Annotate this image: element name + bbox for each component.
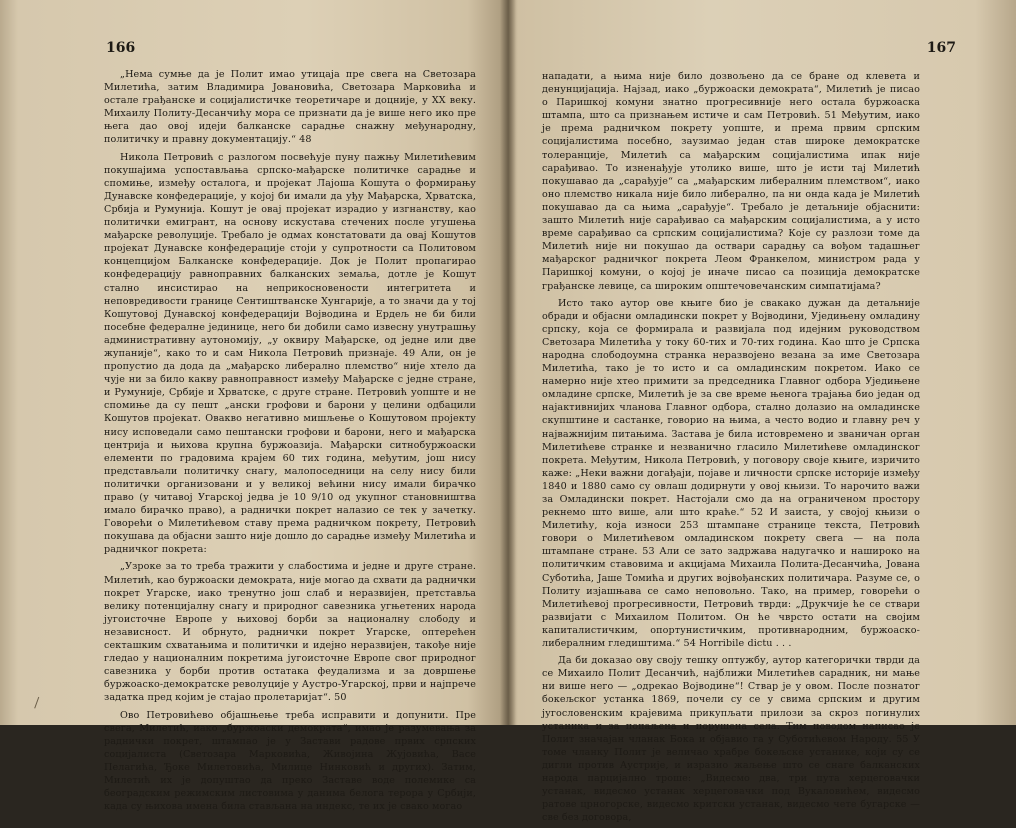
paragraph: „Нема сумње да је Полит имао утицаја пре свега на Светозара Милетића, затим Владимира Јовановића, Светозара Марковића и остале грађанске и социјалистичке теоретичаре и доцније, у XX веку. Михаилу Политу-Десанчићу мора се признати да је више него ико пре њега дао овој идеји балканске сарадње снажну међународну, политичку и правну документацију.“ 48	[104, 69, 476, 146]
right-page	[508, 0, 1016, 824]
book-gutter	[500, 0, 516, 725]
right-text-block	[542, 70, 920, 828]
paragraph: Ово Петровићево објашњење треба исправити и допунити. Пре свега, Милетић, иако „буржоаски демократа“, имао је разумевања за раднички покрет, штампао је у Застави радове првих српских социјалиста (Светозара Марковића, Живојина Жујовића, Васе Пелагића, Ђоке Милетовића, Милице Нинковић и других). Затим, Милетић их је допуштао да преко Заставе воде полемике са београдским режимским листовима у данима белога терора у Србији, када су њихова имена била стављана на индекс, те их је свако могао	[104, 709, 476, 813]
page-edge-mark	[34, 697, 47, 711]
paragraph: Исто тако аутор ове књиге био је свакако дужан да детаљније обради и објасни омладински покрет у Војводини, Уједињену омладину српску, која се формирала и развијала под идејним руководством Светозара Милетића у току 60-тих и 70-тих година. Као што је Српска народна слободоумна странка неразвојено везана за име Светозара Милетића, тако је то исто и са омладинским покретом. Иако се намерно није хтео примити за председника Главног одбора Уједињене омладине српске, Милетић је за све време њенога трајања био један од најактивнијих чланова Главног одбора, стално долазио на омладинске скупштине и састанке, говорио на њима, а често водио и главну реч у најважнијим питањима. Застава је била истовремено и званичан орган Милетићеве странке и незванично гласило Милетићеве омладинског покрета. Међутим, Никола Петровић, у поговору своје књиге, изричито каже: „Неки важни догађаји, појаве и личности српске историје између 1840 и 1880 само су овлаш додирнути у овој књизи. То нарочито важи за Омладински покрет. Настојали смо да на ограниченом простору рекнемо што више, али што краће.“ 52 И заиста, у својој књизи о Милетићу, која износи 253 штампане странице текста, Петровић говори о Милетићевом омладинском покрету свега — на пола штампане стране. 53 Али се зато задржава надугачко и нашироко на политичким ставовима и акцијама Михаила Полита-Десанчића, Јована Суботића, Јаше Томића и других војвођанских политичара. Разуме се, о Политу изјашњава се само неповољно. Тако, на пример, говорећи о Милетићевој прогресивности, Петровић тврди: „Друкчије ће се ствари развијати с Михаилом Политом. Он ће чврсто остати на својим капиталистичким, опортунистичким, противнародним, буржоаско-либералним гледиштима.“ 54 Horribile dictu . . .	[542, 297, 920, 650]
paragraph: нападати, а њима није било дозвољено да се бране од клевета и денунцијација. Најзад, иако „буржоаски демократа“, Милетић је писао о Паришкој комуни знатно прогресивније него остала буржоаска штампа, што са признањем истиче и сам Петровић. 51 Међутим, иако је према радничком покрету уопште, и према првим српским социјалистима посебно, заузимао један став широке демократске толеранције, Милетић са мађарским социјалистима ипак није сарађивао. То изненађује утолико више, што је исти тај Милетић покушавао да „сарађује“ са „мађарским либералним племством“, иако оно племство никала није било либерално, па ни онда када је Милетић покушавао да са њима „сарађује“. Требало је детаљније објаснити: зашто Милетић није сарађивао са мађарским социјалистима, а у исто време сарађивао са српским социјалистима? Које су разлози томе да Милетић није ни покушао да оствари сарадњу са вођом тадашњег мађарског радничког покрета Леом Франкелом, министром рада у Паришкој комуни, о којој је иначе писао са позиција демократске грађанске левице, са широким општечовечанским симпатијама?	[542, 71, 920, 292]
page-number-left: 166	[106, 40, 136, 56]
quoted-paragraph: „Узроке за то треба тражити у слабостима и једне и друге стране. Милетић, као буржоаски демократа, није могао да схвати да раднички покрет Угарске, иако тренутно још слаб и неразвијен, претставља велику потенцијалну снагу и природног савезника угњетених народа југоисточне Европе у њиховој борби за националну слободу и независност. И обрнуто, раднички покрет Угарске, оптерећен секташким схватањима и политички и идејно неразвијен, такође није гледао у националним покретима југоисточне Европе свог природног савезника у борби против остатака феудализма и за довршење буржоаско-демократске револуције у Аустро-Угарској, први и најпрече задатка пред којим је стајао пролетаријат“. 50	[104, 561, 476, 704]
paragraph: Никола Петровић с разлогом посвећује пуну пажњу Милетићевим покушајима успостављања српско-мађарске политичке сарадње и спомиње, између осталога, и пројекат Лајоша Кошута о формирању Дунавске конфедерације, у којој би имали да уђу Мађарска, Хрватска, Србија и Румунија. Кошут је овај пројекат израдио у изгнанству, као политички емигрант, на основу искустава стечених после угушења мађарске револуције. Требало је одмах констатовати да овај Кошутов пројекат Дунавске конфедерације стоји у супротности са Политовом концепцијом Балканске конфедерације. Док је Полит пропагирао конфедерацију равноправних балканских земаља, дотле је Кошут стално инсистирао на неприкосновености интегритета и неповредивости границе Сентиштванске Хунгарије, а то значи да у тој Кошутовој Дунавској конфедерацији Војводина и Ердељ не би били посебне федералне јединице, него би добили само извесну унутрашњу административну аутономију, „у оквиру Мађарске, од једне или две жупаније“, како то и сам Никола Петровић признаје. 49 Али, он је пропустио да дода да „мађарско либерално племство“ није хтело да чује ни за било какву равноправност између Мађарске с једне стране, и Румуније, Србије и Хрватске, с друге стране. Петровић уопште и не спомиње да су пешт „ански грофови и барони у целини одбацили Кошутов пројекат. Овакво негативно мишљење о Кошутовом пројекту нису исповедали само пештански грофови и барони, него и мађарска центрија и њихова крупна буржоазија. Мађарски ситнобуржоаски елементи по градовима крајем 60 тих година, међутим, још нису представљали политичку снагу, малопоседници на селу нису били политички организовани и у великој већини нису имали бирачко право (у читавој Угарској једва је 10 9/10 од укупног становништва имало бирачко право), а раднички покрет налазио се тек у зачетку. Говорећи о Милетићевом ставу према радничком покрету, Петровић покушава да објасни зашто није дошло до сарадње између Милетића и радничког покрета:	[104, 151, 476, 556]
page-number-right: 167	[926, 40, 956, 56]
paragraph: Да би доказао ову своју тешку оптужбу, аутор категорички тврди да се Михаило Полит Десанчић, најближи Милетићев сарадник, ни мање ни више него — „одрекао Војводине“! Ствар је у овом. После познатог бокељског устанка 1869, почели су се у свима српским и другим југословенским крајевима прикупљати прилози за скроз погинулих устаника и за попаљена и порушена села. Тим поводом написао је Полит значајан чланак Бока и објавио га у Суботићевом Народу. 55 У томе чланку Полит је величао храбре бокељске устанике, који су се дигли против Аустрије, и изразио жаљење што се снаге балканских народа парцијално троше: „Видесмо два, три пута херцеговачки устанак, видесмо устанак херцеговачки под Вукаловићем, видесмо ратове црногорске, видесмо критски устанак, видесмо чете бугарске — све без договора,	[542, 655, 920, 824]
left-text-block	[104, 68, 476, 817]
left-page	[0, 0, 508, 813]
